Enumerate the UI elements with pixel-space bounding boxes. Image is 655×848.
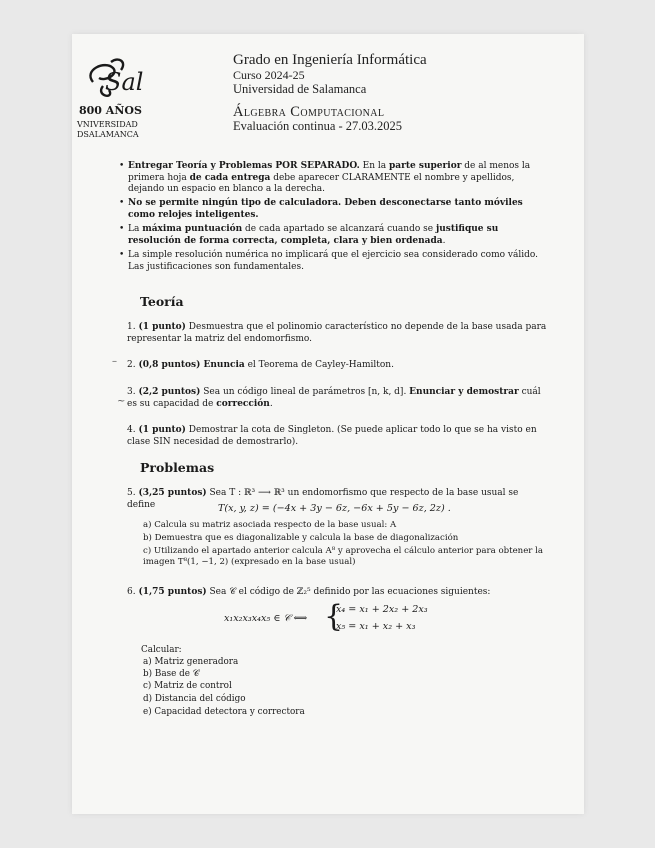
- theory-heading: Teoría: [140, 294, 184, 309]
- theory-question-3: 3. (2,2 puntos) Sea un código lineal de parámetros [n, k, d]. Enunciar y demostrar cuál es su capacidad de corrección.: [127, 387, 541, 409]
- svg-text:Sal: Sal: [105, 68, 144, 96]
- university-name: Universidad de Salamanca: [233, 82, 367, 96]
- instruction-1: • Entregar Teoría y Problemas POR SEPARADO. En la parte superior de al menos la primera hoja de cada entrega debe aparecer CLARAMENTE el nombre y apellidos, dejando un espacio en blanco a la derecha.: [119, 161, 531, 195]
- university-logo: [75, 52, 159, 142]
- course-year: Curso 2024-25: [233, 68, 305, 82]
- problem-6-item: a) Matriz generadora: [143, 657, 239, 667]
- logo-name2-text: DSALAMANCA: [77, 130, 139, 139]
- calcular-label: Calcular:: [141, 645, 182, 655]
- problem-5-part-a: a) Calcula su matriz asociada respecto de la base usual: A: [143, 520, 397, 530]
- problem-6-equation-2: x₅ = x₁ + x₂ + x₃: [336, 621, 416, 632]
- problem-6-item: d) Distancia del código: [143, 694, 246, 704]
- problem-6-intro: 6. (1,75 puntos) Sea 𝒞 el código de ℤ₂⁵ definido por las ecuaciones siguientes:: [127, 587, 491, 597]
- problem-5-part-b: b) Demuestra que es diagonalizable y calcula la base de diagonalización: [143, 533, 459, 543]
- degree-title: Grado en Ingeniería Informática: [233, 52, 427, 68]
- logo-name1-text: VNIVERSIDAD: [77, 120, 138, 129]
- problem-6-item: b) Base de 𝒞: [143, 669, 200, 679]
- instruction-4: • La simple resolución numérica no implicará que el ejercicio sea considerado como válido. Las justificaciones son fundamentales.: [119, 250, 538, 272]
- problem-5-formula: T(x, y, z) = (−4x + 3y − 6z, −6x + 5y − 6z, 2z) .: [218, 503, 451, 514]
- instruction-2: • No se permite ningún tipo de calculadora. Deben desconectarse tanto móviles como relojes inteligentes.: [119, 198, 523, 220]
- problem-6-equation-1: x₄ = x₁ + 2x₂ + 2x₃: [336, 604, 428, 615]
- problems-heading: Problemas: [140, 460, 215, 475]
- problem-6-item: e) Capacidad detectora y correctora: [143, 707, 305, 717]
- theory-question-1: 1. (1 punto) Desmuestra que el polinomio característico no depende de la base usada para representar la matriz del endomorfismo.: [127, 322, 547, 344]
- theory-question-2: 2. (0,8 puntos) Enuncia el Teorema de Cayley-Hamilton.: [127, 360, 394, 370]
- instruction-3: • La máxima puntuación de cada apartado se alcanzará cuando se justifique su resolución de forma correcta, completa, clara y bien ordenada.: [119, 224, 499, 246]
- theory-question-4: 4. (1 punto) Demostrar la cota de Singleton. (Se puede aplicar todo lo que se ha visto en clase SIN necesidad de demostrarlo).: [127, 425, 537, 447]
- subject-title: Álgebra Computacional: [233, 104, 385, 120]
- evaluation-date: Evaluación continua - 27.03.2025: [233, 119, 403, 133]
- problem-5-part-c: c) Utilizando el apartado anterior calcula A⁸ y aprovecha el cálculo anterior para obtener la imagen T⁸(1, −1, 2) (expresado en la base usual): [143, 546, 544, 567]
- handwritten-tilde-mark: ~: [117, 396, 126, 407]
- problem-6-lhs: x₁x₂x₃x₄x₅ ∈ 𝒞 ⟺: [224, 613, 308, 624]
- handwritten-dash-mark: –: [112, 356, 117, 367]
- equation-brace: {: [324, 599, 344, 634]
- problem-6-item: c) Matriz de control: [143, 681, 232, 691]
- logo-years-text: 800 AÑOS: [79, 104, 142, 117]
- problem-5-intro: 5. (3,25 puntos) Sea T : ℝ³ ⟶ ℝ³ un endomorfismo que respecto de la base usual se define: [127, 488, 519, 510]
